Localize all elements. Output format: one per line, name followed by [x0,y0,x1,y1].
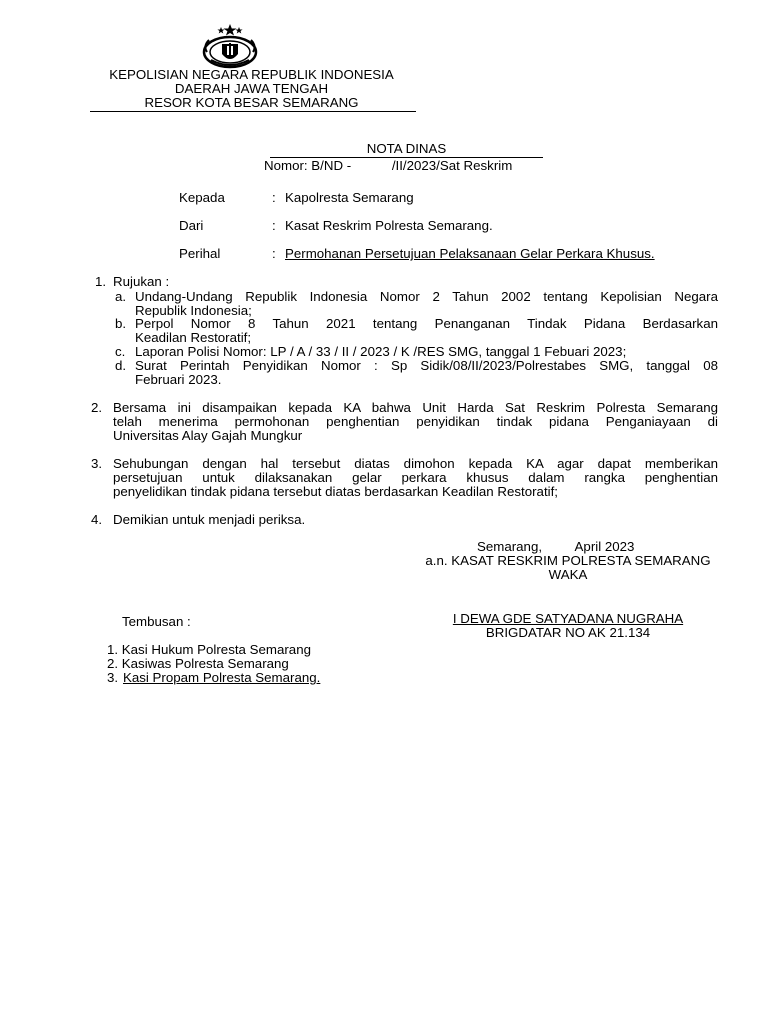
perihal-label: Perihal [179,246,221,261]
point-3-line-1: Sehubungan dengan hal tersebut diatas dimohon kepada KA agar dapat memberikan [113,456,718,471]
cc-title: Tembusan : [122,614,191,629]
kepada-value: Kapolresta Semarang [285,190,414,205]
dari-label: Dari [179,218,204,233]
cc-item-3-number: 3. [107,670,119,685]
document-title: NOTA DINAS [366,141,447,156]
ref-c-line-1: Laporan Polisi Nomor: LP / A / 33 / II / 2023 / K /RES SMG, tanggal 1 Febuari 2023; [135,344,627,359]
point-4-number: 4. [91,512,103,527]
signature-place-date: Semarang, April 2023 [477,539,635,554]
signature-role: WAKA [548,567,588,582]
perihal-value: Permohanan Persetujuan Pelaksanaan Gelar Perkara Khusus. [285,246,655,261]
signatory-rank: BRIGDATAR NO AK 21.134 [485,625,651,640]
signatory-name: I DEWA GDE SATYADANA NUGRAHA [452,611,684,626]
ref-d-line-2: Februari 2023. [135,372,222,387]
point-3-number: 3. [91,456,103,471]
cc-item-2: 2. Kasiwas Polresta Semarang [107,656,289,671]
dari-value: Kasat Reskrim Polresta Semarang. [285,218,493,233]
cc-item-1: 1. Kasi Hukum Polresta Semarang [107,642,311,657]
point-2-line-2: telah menerima permohonan penghentian penyidikan tindak pidana Penganiayaan di [113,414,718,429]
signature-on-behalf: a.n. KASAT RESKRIM POLRESTA SEMARANG [425,553,711,568]
ref-d-marker: d. [115,358,127,373]
ref-a-line-2: Republik Indonesia; [135,303,252,318]
ref-b-line-2: Keadilan Restoratif; [135,330,252,345]
header-line-3: RESOR KOTA BESAR SEMARANG [144,95,359,110]
police-emblem-logo [199,22,261,72]
ref-c-marker: c. [115,344,126,359]
document-number: Nomor: B/ND - /II/2023/Sat Reskrim [264,158,513,173]
point-1-title: Rujukan : [113,274,170,289]
point-2-number: 2. [91,400,103,415]
ref-b-line-1: Perpol Nomor 8 Tahun 2021 tentang Penanganan Tindak Pidana Berdasarkan [135,316,718,331]
cc-item-3-text: Kasi Propam Polresta Semarang. [123,670,321,685]
ref-d-line-1: Surat Perintah Penyidikan Nomor : Sp Sidik/08/II/2023/Polrestabes SMG, tanggal 08 [135,358,718,373]
header-line-2: DAERAH JAWA TENGAH [174,81,329,96]
header-line-1: KEPOLISIAN NEGARA REPUBLIK INDONESIA [109,67,394,82]
kepada-colon: : [272,190,276,205]
ref-b-marker: b. [115,316,127,331]
perihal-colon: : [272,246,276,261]
header-underline [90,111,416,112]
point-4-line-1: Demikian untuk menjadi periksa. [113,512,306,527]
point-1-number: 1. [95,274,107,289]
point-3-line-3: penyelidikan tindak pidana tersebut diatas berdasarkan Keadilan Restoratif; [113,484,558,499]
point-2-line-1: Bersama ini disampaikan kepada KA bahwa Unit Harda Sat Reskrim Polresta Semarang [113,400,718,415]
ref-a-line-1: Undang-Undang Republik Indonesia Nomor 2 Tahun 2002 tentang Kepolisian Negara [135,289,718,304]
point-2-line-3: Universitas Alay Gajah Mungkur [113,428,303,443]
kepada-label: Kepada [179,190,225,205]
ref-a-marker: a. [115,289,127,304]
point-3-line-2: persetujuan untuk dilaksanakan gelar perkara khusus dalam rangka penghentian [113,470,718,485]
dari-colon: : [272,218,276,233]
